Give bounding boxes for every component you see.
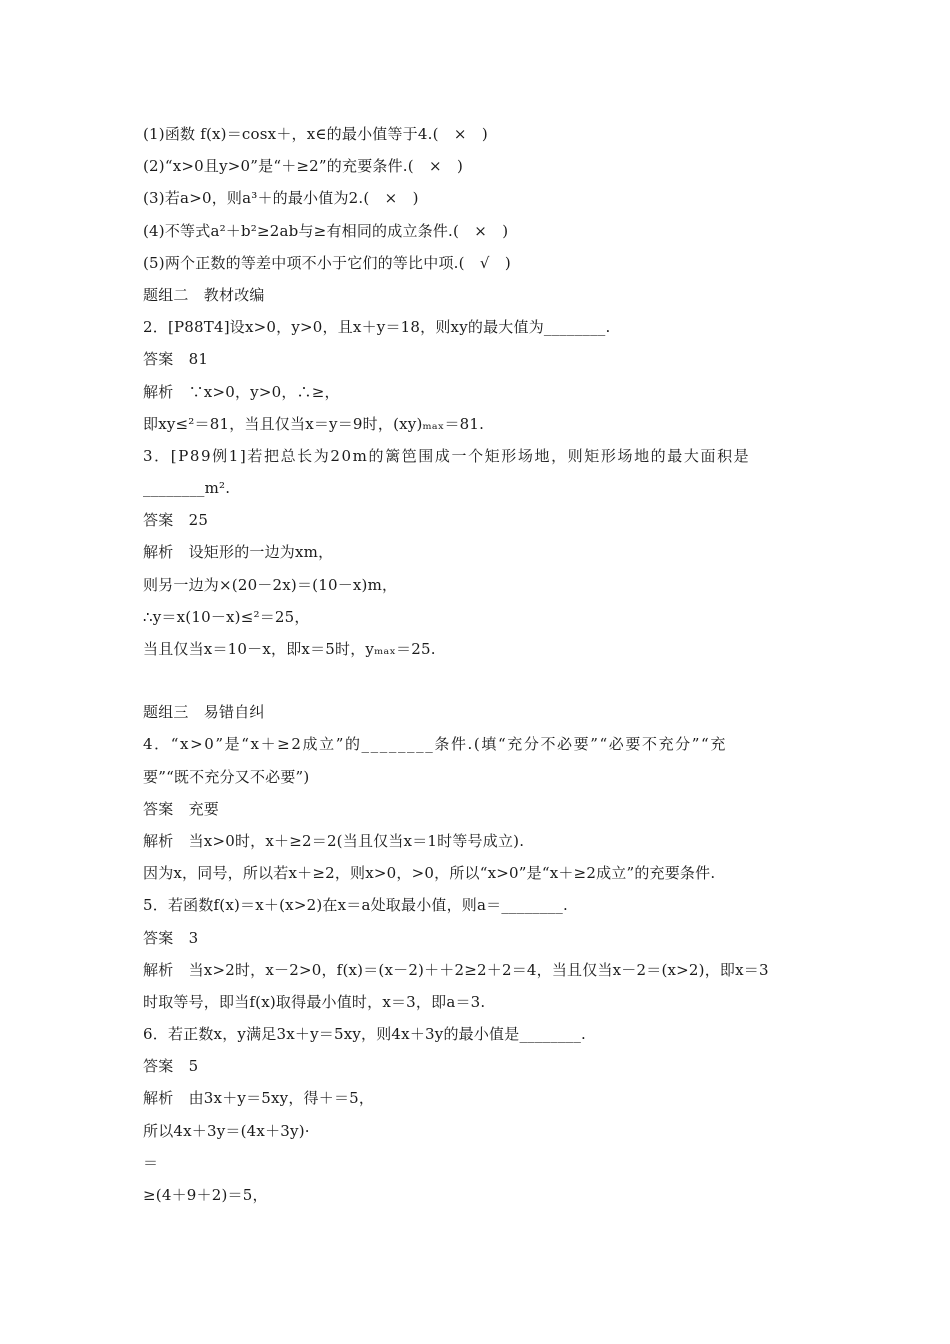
answer-6: 答案 5: [143, 1057, 199, 1076]
analysis-3-line-1: 解析 设矩形的一边为xm，: [143, 543, 334, 562]
analysis-5-line-2: 时取等号，即当f(x)取得最小值时，x＝3，即a＝3.: [143, 992, 486, 1011]
analysis-4-line-1: 解析 当x>0时，x＋≥2＝2(当且仅当x＝1时等号成立).: [143, 831, 525, 850]
section-heading-group-3: 题组三 易错自纠: [143, 703, 265, 722]
judgement-item-1: (1)函数 f(x)＝cosx＋，x∈的最小值等于4.( × ): [143, 125, 488, 143]
answer-4: 答案 充要: [143, 799, 220, 818]
question-6: 6．若正数x，y满足3x＋y＝5xy，则4x＋3y的最小值是________.: [143, 1025, 587, 1044]
question-4-line-2: 要”“既不充分又不必要”): [143, 767, 310, 786]
document-page: [143, 118, 813, 1211]
section-spacer: [143, 665, 813, 696]
question-4-line-1: 4．“x>0”是“x＋≥2成立”的________条件.(填“充分不必要”“必要不充分”“充: [143, 735, 727, 754]
answer-3: 答案 25: [143, 511, 209, 530]
section-heading-group-2: 题组二 教材改编: [143, 285, 265, 304]
analysis-6-line-1: 解析 由3x＋y＝5xy，得＋＝5，: [143, 1089, 375, 1108]
judgement-item-4: (4)不等式a²＋b²≥2ab与≥有相同的成立条件.( × ): [143, 221, 509, 240]
answer-5: 答案 3: [143, 928, 199, 947]
analysis-4-line-2: 因为x，同号，所以若x＋≥2，则x>0，>0，所以“x>0”是“x＋≥2成立”的充要条件.: [143, 864, 716, 883]
question-3-line-2: ________m².: [143, 479, 231, 498]
judgement-item-3: (3)若a>0，则a³＋的最小值为2.( × ): [143, 189, 419, 208]
analysis-6-line-2: 所以4x＋3y＝(4x＋3y)·: [143, 1121, 310, 1140]
analysis-6-line-4: ≥(4＋9＋2)＝5，: [143, 1186, 268, 1204]
analysis-3-line-3: ∴y＝x(10－x)≤²＝25，: [143, 607, 310, 626]
analysis-6-line-3: ＝: [143, 1153, 159, 1172]
analysis-5-line-1: 解析 当x>2时，x－2>0，f(x)＝(x－2)＋＋2≥2＋2＝4，当且仅当x－2＝(x>2)，即x＝3: [143, 960, 769, 979]
question-3-line-1: 3．[P89例1]若把总长为20m的篱笆围成一个矩形场地，则矩形场地的最大面积是: [143, 446, 751, 465]
analysis-3-line-2: 则另一边为×(20－2x)＝(10－x)m，: [143, 575, 398, 594]
analysis-2-line-2: 即xy≤²＝81，当且仅当x＝y＝9时，(xy)ₘₐₓ＝81.: [143, 414, 485, 433]
answer-2: 答案 81: [143, 350, 209, 369]
question-5: 5．若函数f(x)＝x＋(x>2)在x＝a处取最小值，则a＝________.: [143, 896, 568, 915]
judgement-item-5: (5)两个正数的等差中项不小于它们的等比中项.( √ ): [143, 253, 511, 272]
analysis-3-line-4: 当且仅当x＝10－x，即x＝5时，yₘₐₓ＝25.: [143, 640, 436, 658]
question-2: 2．[P88T4]设x>0，y>0，且x＋y＝18，则xy的最大值为________.: [143, 318, 611, 337]
judgement-item-2: (2)“x>0且y>0”是“＋≥2”的充要条件.( × ): [143, 157, 464, 176]
analysis-2-line-1: 解析 ∵x>0，y>0，∴≥，: [143, 382, 340, 401]
